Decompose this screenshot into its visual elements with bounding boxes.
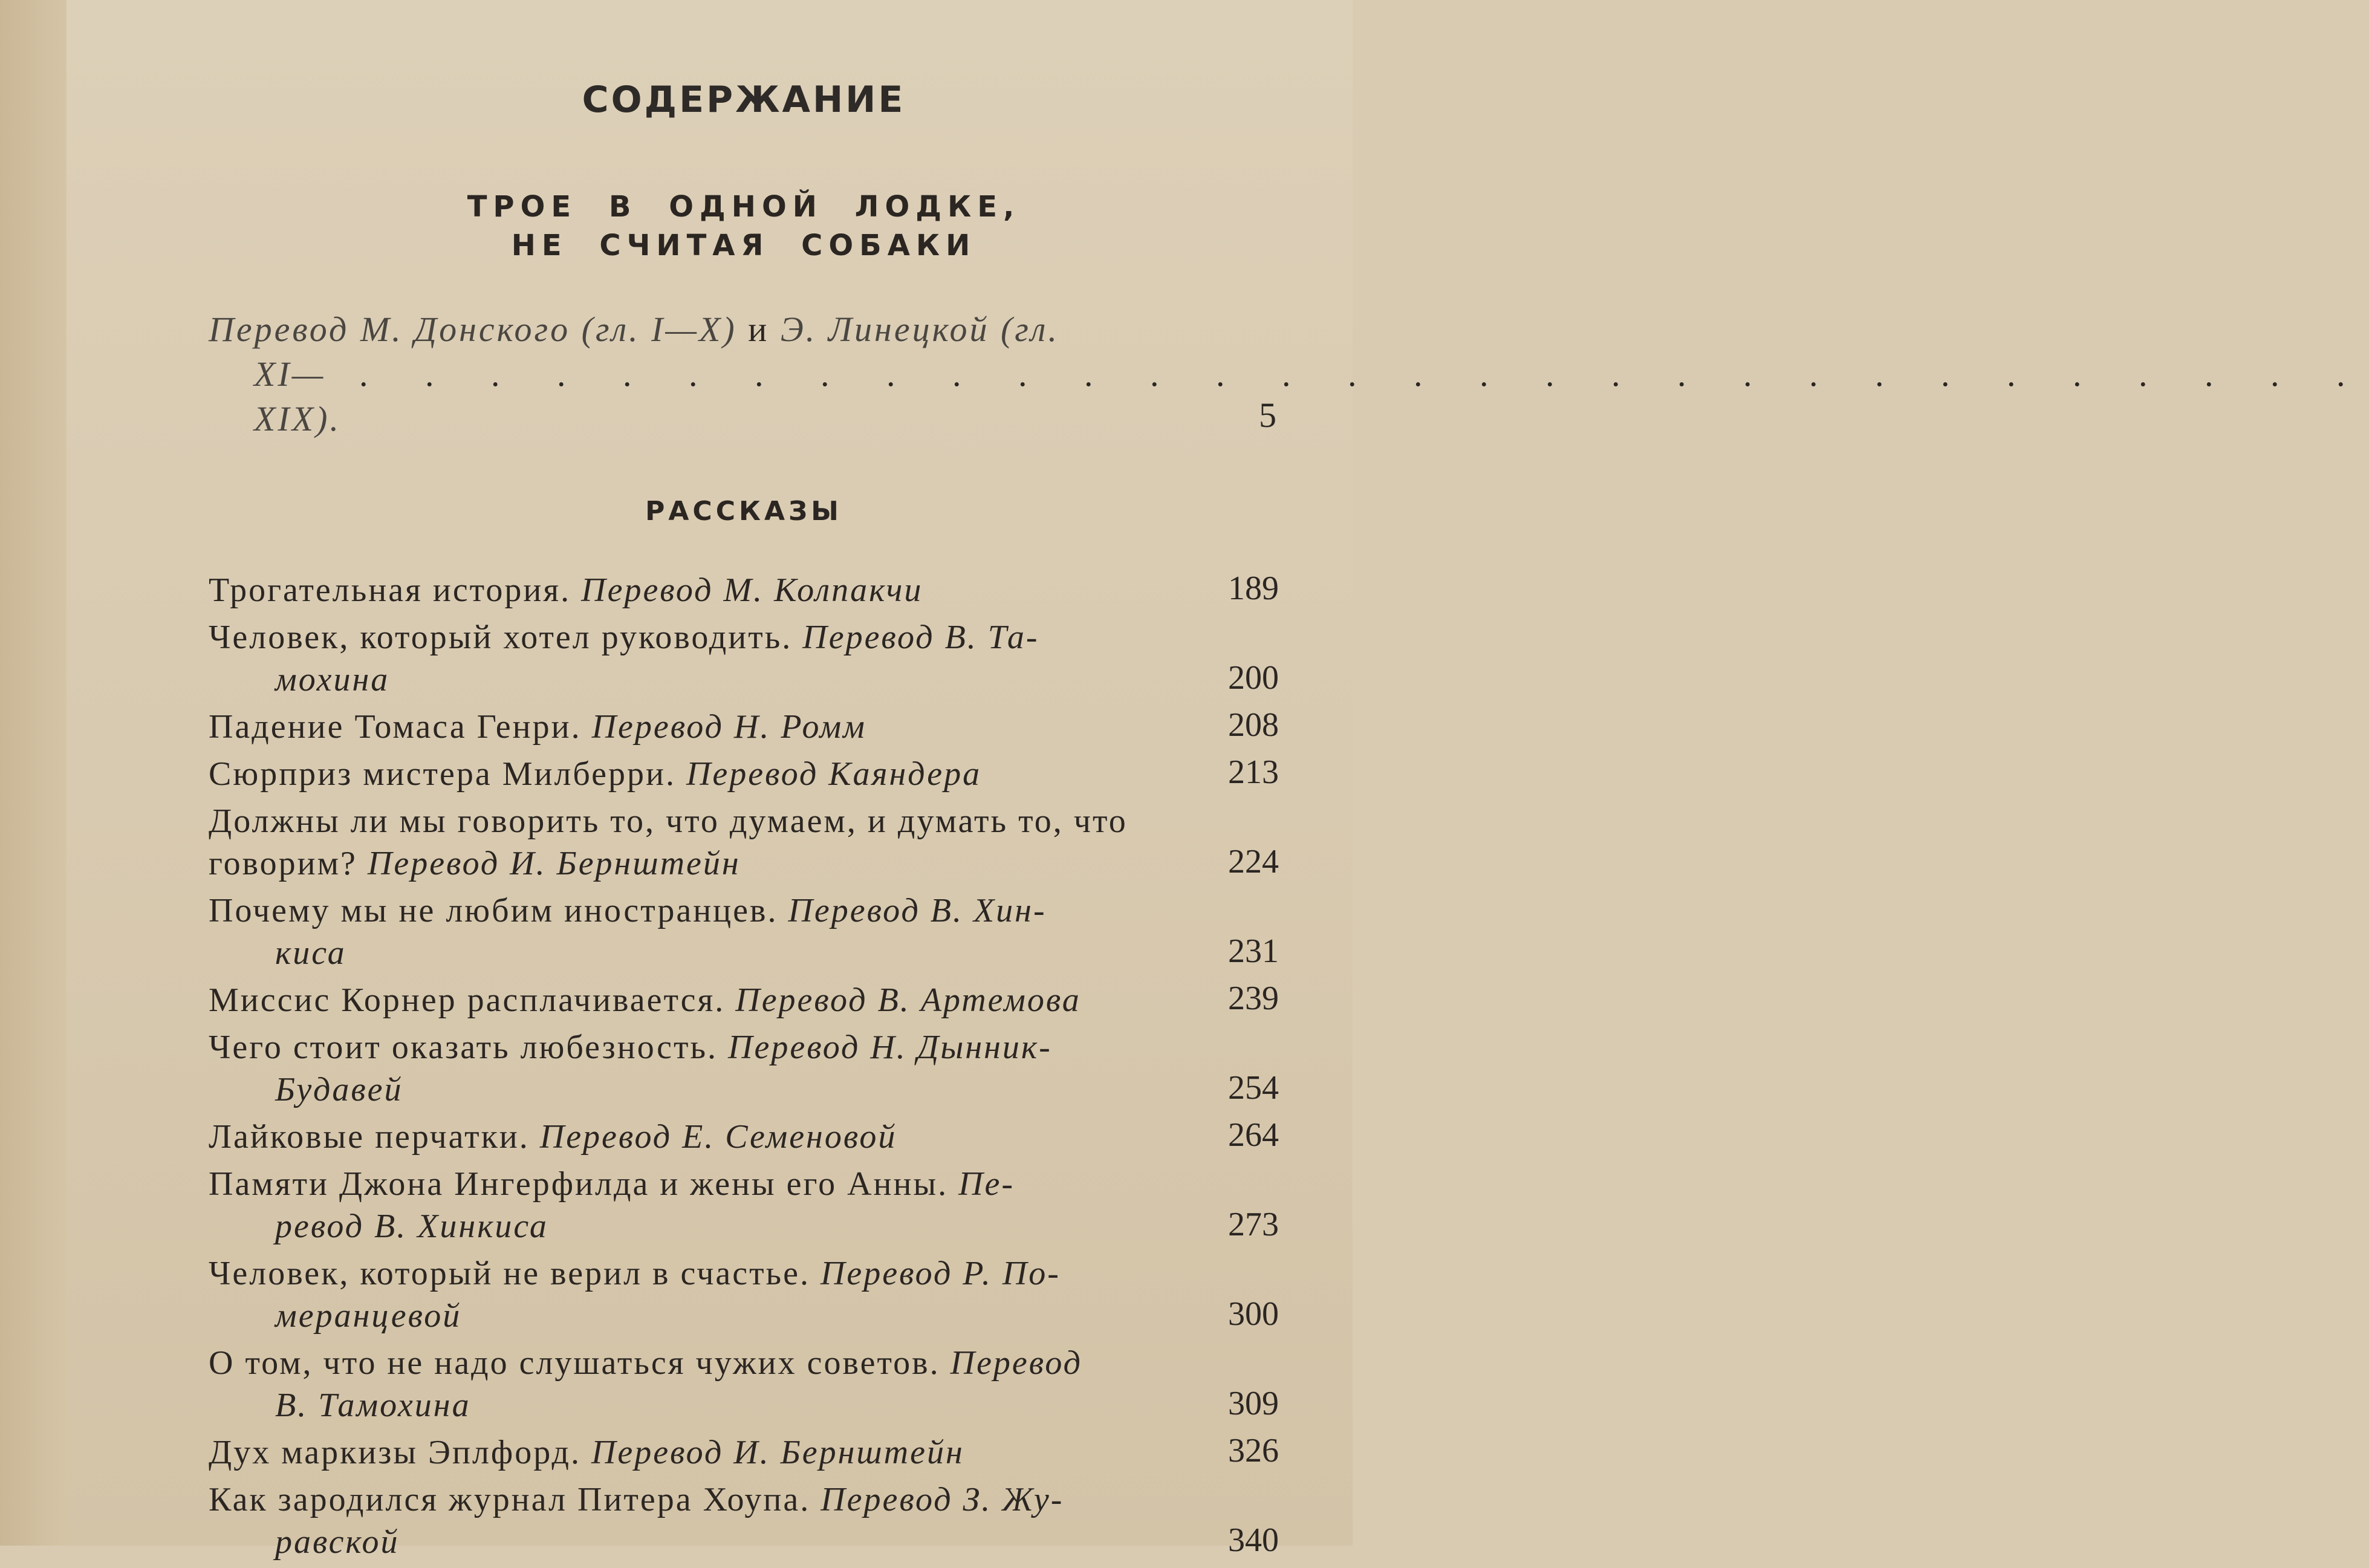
story-page-number: 224 bbox=[1228, 843, 1279, 880]
story-translator-continued: меранцевой bbox=[275, 1297, 462, 1335]
novel-page-number: 5 bbox=[1259, 395, 1279, 435]
story-title: Почему мы не любим иностранцев. bbox=[209, 892, 778, 929]
story-translator: Перевод В. Хин- bbox=[788, 892, 1047, 929]
story-page-number: 326 bbox=[1228, 1432, 1279, 1469]
toc-entry bbox=[209, 706, 1279, 748]
section-heading-stories: РАССКАЗЫ bbox=[645, 496, 842, 527]
credit-and: и bbox=[748, 310, 770, 349]
story-translator: Перевод Н. Ромм bbox=[591, 708, 866, 746]
toc-entry bbox=[209, 1116, 1279, 1158]
toc-entry bbox=[209, 1163, 1279, 1248]
toc-entry bbox=[209, 1252, 1279, 1337]
story-translator: Перевод Е. Семеновой bbox=[539, 1118, 897, 1156]
story-page-number: 239 bbox=[1228, 980, 1279, 1017]
novel-credit-line-1 bbox=[209, 307, 1236, 352]
story-page-number: 273 bbox=[1228, 1206, 1279, 1243]
toc-entry bbox=[209, 1431, 1279, 1474]
toc-entry bbox=[209, 1479, 1279, 1563]
story-title: Должны ли мы говорить то, что думаем, и думать то, что говорим? bbox=[209, 802, 1128, 882]
dot-leader: . . . . . . . . . . . . . . . . . . . . . . . . . . . . . . . bbox=[359, 354, 2369, 394]
toc-entry bbox=[209, 979, 1279, 1021]
story-page-number: 264 bbox=[1228, 1116, 1279, 1154]
toc-entry-text bbox=[209, 1116, 1176, 1158]
toc-entry-text bbox=[209, 616, 1176, 701]
toc-entry bbox=[209, 890, 1279, 974]
story-translator-continued: равской bbox=[275, 1523, 400, 1561]
story-translator: Перевод И. Бернштейн bbox=[591, 1434, 964, 1471]
novel-credit bbox=[209, 307, 2369, 441]
story-translator: Пе- bbox=[958, 1165, 1015, 1203]
story-title: Как зародился журнал Питера Хоупа. bbox=[209, 1481, 811, 1518]
toc-entry-text bbox=[209, 1252, 1176, 1337]
story-translator: Перевод Р. По- bbox=[820, 1255, 1061, 1292]
toc-entry-text bbox=[209, 1342, 1176, 1426]
story-page-number: 231 bbox=[1228, 932, 1279, 970]
story-page-number: 213 bbox=[1228, 753, 1279, 791]
story-page-number: 208 bbox=[1228, 706, 1279, 744]
story-title: Падение Томаса Генри. bbox=[209, 708, 582, 746]
credit-translator-1: Перевод М. Донского (гл. I—X) bbox=[209, 310, 737, 349]
toc-entry bbox=[209, 569, 1279, 611]
story-translator: Перевод З. Жу- bbox=[821, 1481, 1064, 1518]
toc-entry-text bbox=[209, 569, 1176, 611]
toc-entry bbox=[209, 800, 1279, 885]
story-page-number: 309 bbox=[1228, 1385, 1279, 1422]
table-of-contents bbox=[209, 79, 2369, 1568]
story-title: Трогательная история. bbox=[209, 571, 571, 609]
toc-entry bbox=[209, 753, 1279, 795]
story-translator: Перевод Н. Дынник- bbox=[728, 1029, 1052, 1066]
toc-entry bbox=[209, 1026, 1279, 1111]
toc-entry bbox=[209, 616, 1279, 701]
toc-entry-text bbox=[209, 1431, 1176, 1474]
toc-entry bbox=[209, 1342, 1279, 1426]
toc-entry-text bbox=[209, 1163, 1176, 1248]
toc-entry-text bbox=[209, 890, 1176, 974]
novel-title-line-1: ТРОЕ В ОДНОЙ ЛОДКЕ, bbox=[467, 190, 1021, 224]
credit-translator-2: Э. Линецкой (гл. bbox=[780, 310, 1059, 349]
story-page-number: 340 bbox=[1228, 1521, 1279, 1559]
story-translator: Перевод И. Бернштейн bbox=[367, 845, 741, 882]
story-translator-continued: ревод В. Хинкиса bbox=[275, 1208, 548, 1245]
toc-entry-text bbox=[209, 706, 1176, 748]
page-title: СОДЕРЖАНИЕ bbox=[582, 79, 906, 121]
story-translator-continued: мохина bbox=[275, 661, 390, 698]
story-title: Человек, который не верил в счастье. bbox=[209, 1255, 810, 1292]
story-page-number: 300 bbox=[1228, 1295, 1279, 1333]
story-translator-continued: киса bbox=[275, 934, 346, 972]
stories-list bbox=[209, 569, 1279, 1563]
story-title: Чего стоит оказать любезность. bbox=[209, 1029, 718, 1066]
book-page bbox=[67, 0, 2369, 1561]
novel-title bbox=[209, 187, 1279, 265]
toc-entry-text bbox=[209, 1026, 1176, 1111]
story-page-number: 200 bbox=[1228, 659, 1279, 697]
story-title: Памяти Джона Ингерфилда и жены его Анны. bbox=[209, 1165, 949, 1203]
toc-entry-text bbox=[209, 800, 1176, 885]
credit-chapters: XI—XIX). bbox=[254, 354, 341, 438]
story-title: О том, что не надо слушаться чужих советов. bbox=[209, 1344, 940, 1382]
toc-entry-text bbox=[209, 1479, 1176, 1563]
story-translator: Перевод bbox=[950, 1344, 1082, 1382]
novel-title-line-2: НЕ СЧИТАЯ СОБАКИ bbox=[511, 229, 977, 262]
novel-credit-line-2 bbox=[209, 352, 2369, 441]
toc-entry-text bbox=[209, 753, 1176, 795]
story-page-number: 254 bbox=[1228, 1069, 1279, 1107]
story-translator-continued: В. Тамохина bbox=[275, 1387, 471, 1424]
story-translator: Перевод В. Та- bbox=[802, 619, 1039, 656]
story-title: Дух маркизы Эплфорд. bbox=[209, 1434, 581, 1471]
story-translator: Перевод В. Артемова bbox=[735, 981, 1081, 1019]
story-title: Человек, который хотел руководить. bbox=[209, 619, 793, 656]
story-translator-continued: Будавей bbox=[275, 1071, 403, 1108]
story-page-number: 189 bbox=[1228, 570, 1279, 607]
story-title: Лайковые перчатки. bbox=[209, 1118, 530, 1156]
story-title: Миссис Корнер расплачивается. bbox=[209, 981, 726, 1019]
story-title: Сюрприз мистера Милберри. bbox=[209, 755, 676, 793]
story-translator: Перевод Каяндера bbox=[686, 755, 982, 793]
toc-entry-text bbox=[209, 979, 1176, 1021]
story-translator: Перевод М. Колпакчи bbox=[581, 571, 923, 609]
